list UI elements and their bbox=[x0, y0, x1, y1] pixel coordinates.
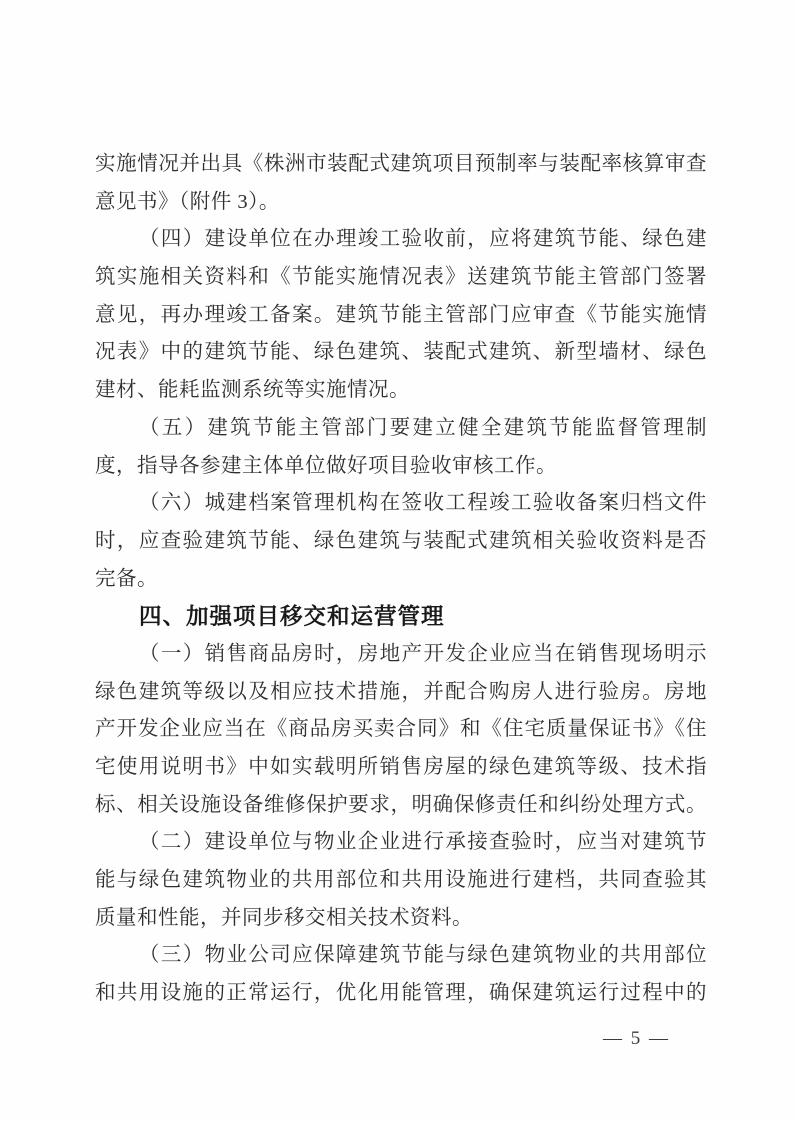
text-line: 实施情况并出具《株洲市装配式建筑项目预制率与装配率核算审查 bbox=[95, 153, 707, 175]
text-line: （一）销售商品房时，房地产开发企业应当在销售现场明示 bbox=[139, 642, 707, 665]
text-line: 产开发企业应当在《商品房买卖合同》和《住宅质量保证书》《住 bbox=[95, 718, 707, 741]
paragraph bbox=[95, 636, 707, 824]
text-line: 和共用设施的正常运行，优化用能管理，确保建筑运行过程中的 bbox=[95, 982, 707, 1005]
text-line: 况表》中的建筑节能、绿色建筑、装配式建筑、新型墙材、绿色 bbox=[95, 341, 707, 364]
text-line: 度，指导各参建主体单位做好项目验收审核工作。 bbox=[95, 454, 557, 477]
text-line: 完备。 bbox=[95, 567, 158, 590]
text-line: 建材、能耗监测系统等实施情况。 bbox=[95, 379, 410, 402]
text-line: 质量和性能，并同步移交相关技术资料。 bbox=[95, 906, 473, 929]
text-line: 宅使用说明书》中如实载明所销售房屋的绿色建筑等级、技术指 bbox=[95, 756, 707, 778]
paragraph bbox=[95, 937, 707, 1012]
text-line: （四）建设单位在办理竣工验收前，应将建筑节能、绿色建 bbox=[139, 228, 707, 251]
paragraph bbox=[95, 410, 707, 485]
section-heading bbox=[95, 598, 707, 636]
text-line: 意见书》（附件 3）。 bbox=[95, 190, 280, 213]
text-line: （六）城建档案管理机构在签收工程竣工验收备案归档文件 bbox=[139, 492, 707, 515]
text-line: （二）建设单位与物业企业进行承接查验时，应当对建筑节 bbox=[139, 831, 707, 854]
text-line: 能与绿色建筑物业的共用部位和共用设施进行建档，共同查验其 bbox=[95, 869, 707, 892]
text-line: 意见，再办理竣工备案。建筑节能主管部门应审查《节能实施情 bbox=[95, 303, 707, 326]
body-text bbox=[95, 146, 707, 1013]
text-line: （五）建筑节能主管部门要建立健全建筑节能监督管理制 bbox=[139, 416, 707, 439]
paragraph bbox=[95, 485, 707, 598]
paragraph bbox=[95, 221, 707, 409]
text-line: 标、相关设施设备维修保护要求，明确保修责任和纠纷处理方式。 bbox=[95, 793, 707, 816]
text-line: （三）物业公司应保障建筑节能与绿色建筑物业的共用部位 bbox=[139, 944, 707, 967]
paragraph bbox=[95, 824, 707, 937]
text-line: 筑实施相关资料和《节能实施情况表》送建筑节能主管部门签署 bbox=[95, 266, 707, 289]
page-number: — 5 — bbox=[603, 1028, 670, 1049]
text-line: 绿色建筑等级以及相应技术措施，并配合购房人进行验房。房地 bbox=[95, 680, 707, 703]
text-line: 四、加强项目移交和运营管理 bbox=[139, 604, 445, 630]
paragraph bbox=[95, 146, 707, 221]
text-line: 时，应查验建筑节能、绿色建筑与装配式建筑相关验收资料是否 bbox=[95, 529, 707, 552]
